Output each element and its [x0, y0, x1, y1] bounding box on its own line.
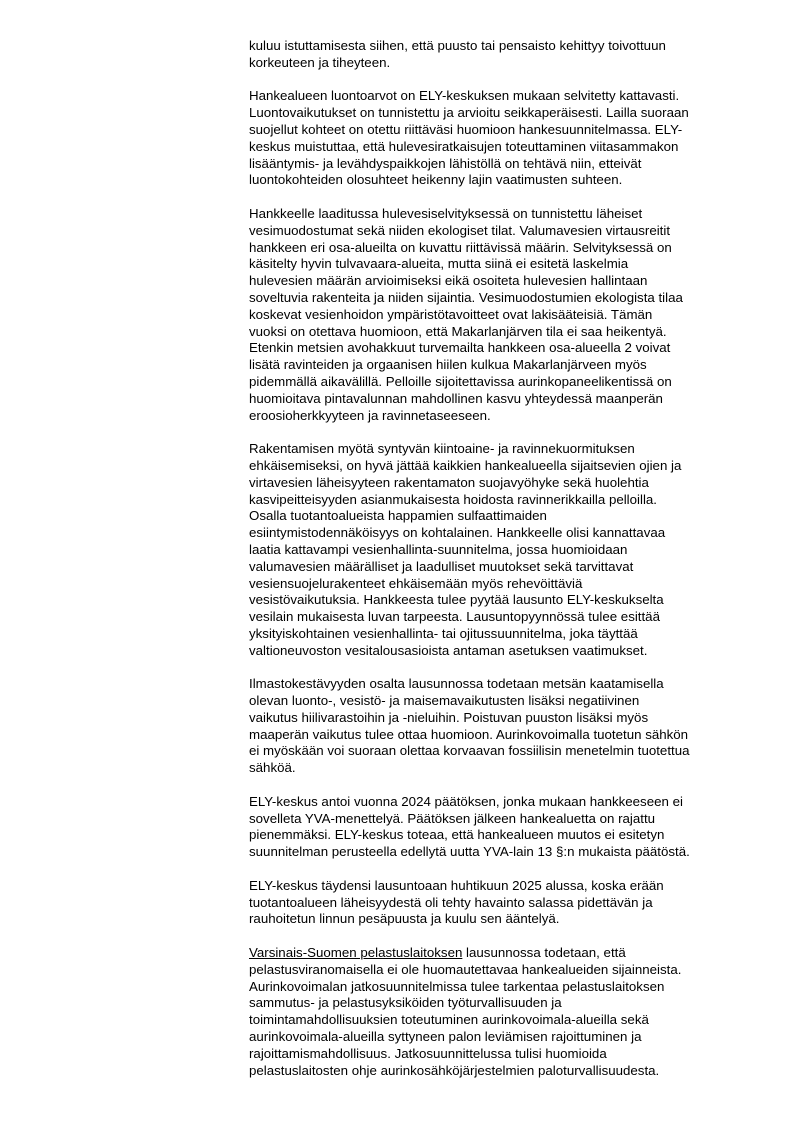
text-line: pidemmällä aikavälillä. Pelloille sijoitettavissa aurinkopaneelikentissä on [249, 373, 672, 389]
text-line: koskevat vesienhoidon ympäristötavoitteet ovat lakisääteisiä. Tämän [249, 306, 653, 322]
text-line: toimintamahdollisuuksien toteutuminen aurinkovoimala-alueilla sekä [249, 1012, 649, 1028]
document-body [249, 38, 749, 1096]
text-line: luontokohteiden olosuhteet heikenny lajin vaatimusten suhteen. [249, 172, 623, 188]
text-line: käsitelty hyvin tulvavaara-alueita, mutta siinä ei esitetä laskelmia [249, 256, 629, 272]
text-line: aurinkovoimala-alueilla syttyneen palon leviämisen rajoittuminen ja [249, 1029, 642, 1045]
text-line: pelastusviranomaisella ei ole huomautettavaa hankealueiden sijainneista. [249, 961, 682, 977]
paragraph-tree-growth [249, 38, 749, 72]
text-line: esiintymistodennäköisyys on kohtalainen. Hankkeelle olisi kannattavaa [249, 525, 666, 541]
paragraph-nutrient-load [249, 441, 749, 659]
text-line: vesilain mukaisesta luvan tarpeesta. Lausuntopyynnössä tulee esittää [249, 609, 660, 625]
text-line: yksityiskohtainen vesienhallinta- tai ojitussuunnitelma, joka täyttää [249, 625, 638, 641]
text-line: kasvipeitteisyyden asianmukaisesta hoidosta ravinnerikkailla pelloilla. [249, 491, 657, 507]
paragraph-climate [249, 676, 749, 777]
text-line: rauhoitetun linnun pesäpuusta ja kuulu sen ääntelyä. [249, 911, 560, 927]
text-line: valtioneuvoston vesitalousasioista antaman asetuksen vaatimukset. [249, 642, 648, 658]
text-line: sähköä. [249, 760, 296, 776]
text-line: ei myöskään voi suoraan olettaa korvaavan fossiilisin menetelmin tuotettua [249, 743, 690, 759]
text-line: ehkäisemiseksi, on hyvä jättää kaikkien hankealueella sijaitsevien ojien ja [249, 457, 682, 473]
text-line: maaperän vaikutus tulee ottaa huomioon. Aurinkovoimalla tuotetun sähkön [249, 726, 689, 742]
paragraph-rescue-department [249, 945, 749, 1079]
text-line: eroosioherkkyyteen ja ravinnetaseeseen. [249, 407, 491, 423]
text-line: Ilmastokestävyyden osalta lausunnossa todetaan metsän kaatamisella [249, 676, 664, 692]
text-line: Hankkeelle laaditussa hulevesiselvityksessä on tunnistettu läheiset [249, 205, 643, 221]
text-line: vuoksi on otettava huomioon, että Makarlanjärven tila ei saa heikentyä. [249, 323, 667, 339]
text-line: pelastuslaitosten ohje aurinkosähköjärjestelmien paloturvallisuudesta. [249, 1062, 660, 1078]
text-line: valumavesien määrälliset ja laadulliset muutokset sekä tarvittavat [249, 558, 634, 574]
text-line: huomioitava pintavalunnan mahdollinen kasvu yhteydessä maanperän [249, 390, 663, 406]
text-line: Aurinkovoimalan jatkosuunnitelmissa tulee tarkentaa pelastuslaitoksen [249, 978, 665, 994]
text-line: pienemmäksi. ELY-keskus toteaa, että hankealueen muutos ei esitetyn [249, 827, 665, 843]
text-line: Luontovaikutukset on tunnistettu ja arvioitu seikkaperäisesti. Lailla suoraan [249, 105, 689, 121]
text-fragment: lausunnossa todetaan, että [462, 945, 626, 961]
text-line: korkeuteen ja tiheyteen. [249, 54, 391, 70]
text-line: sovelleta YVA-menettelyä. Päätöksen jälkeen hankealuetta on rajattu [249, 810, 656, 826]
text-line: vesimuodostumat sekä niiden ekologiset tilat. Valumavesien virtausreitit [249, 222, 671, 238]
text-line: lisääntymis- ja levähdyspaikkojen lähistöllä on tehtävä niin, etteivät [249, 155, 642, 171]
paragraph-nature-values [249, 88, 749, 189]
paragraph-stormwater [249, 206, 749, 424]
text-line: vesiensuojelurakenteet ehkäisemään myös rehevöittäviä [249, 575, 583, 591]
text-line: lisätä ravinteiden ja orgaanisen hiilen kulkua Makarlanjärveen myös [249, 357, 647, 373]
text-line: kuluu istuttamisesta siihen, että puusto tai pensaisto kehittyy toivottuun [249, 38, 666, 53]
paragraph-eia-decision [249, 794, 749, 861]
text-line: olevan luonto-, vesistö- ja maisemavaikutusten lisäksi negatiivinen [249, 693, 640, 709]
text-line: Hankealueen luontoarvot on ELY-keskuksen mukaan selvitetty kattavasti. [249, 88, 680, 104]
text-line: keskus muistuttaa, että hulevesiratkaisujen toteuttaminen viitasammakon [249, 138, 679, 154]
text-line: soveltuvia rakenteita ja niiden sijaintia. Vesimuodostumien ekologista tilaa [249, 289, 683, 305]
underlined-organization: Varsinais-Suomen pelastuslaitoksen [249, 945, 463, 961]
text-line: hulevesien määrän arvioimiseksi eikä osoiteta hulevesien hallintaan [249, 273, 648, 289]
text-line: hankkeen eri osa-alueilta on kuvattu riittävissä määrin. Selvityksessä on [249, 239, 672, 255]
text-line: vaikutus hiilivarastoihin ja -nieluihin. Poistuvan puuston lisäksi myös [249, 709, 649, 725]
text-line: suunnitelman perusteella edellytä uutta YVA-lain 13 §:n mukaista päätöstä. [249, 844, 690, 860]
text-line [249, 945, 749, 962]
text-line: ELY-keskus antoi vuonna 2024 päätöksen, jonka mukaan hankkeeseen ei [249, 793, 683, 809]
text-line: Osalla tuotantoalueista happamien sulfaattimaiden [249, 508, 547, 524]
text-line: virtavesien läheisyyteen rakentamaton suojavyöhyke sekä huolehtia [249, 474, 649, 490]
text-line: suojellut kohteet on otettu riittäväsi huomioon hankesuunnitelmassa. ELY- [249, 121, 683, 137]
text-line: ELY-keskus täydensi lausuntoaan huhtikuun 2025 alussa, koska erään [249, 877, 664, 893]
paragraph-supplement [249, 878, 749, 928]
text-line: tuotantoalueen läheisyydestä oli tehty havainto salassa pidettävän ja [249, 894, 653, 910]
text-line: Etenkin metsien avohakkuut turvemailta hankkeen osa-alueella 2 voivat [249, 340, 671, 356]
text-line: rajoittamismahdollisuus. Jatkosuunnittelussa tulisi huomioida [249, 1045, 607, 1061]
text-line: sammutus- ja pelastusyksiköiden työturvallisuuden ja [249, 995, 562, 1011]
text-line: Rakentamisen myötä syntyvän kiintoaine- ja ravinnekuormituksen [249, 441, 635, 457]
text-line: laatia kattavampi vesienhallinta-suunnitelma, jossa huomioidaan [249, 541, 628, 557]
text-line: vesistövaikutuksia. Hankkeesta tulee pyytää lausunto ELY-keskukselta [249, 592, 664, 608]
